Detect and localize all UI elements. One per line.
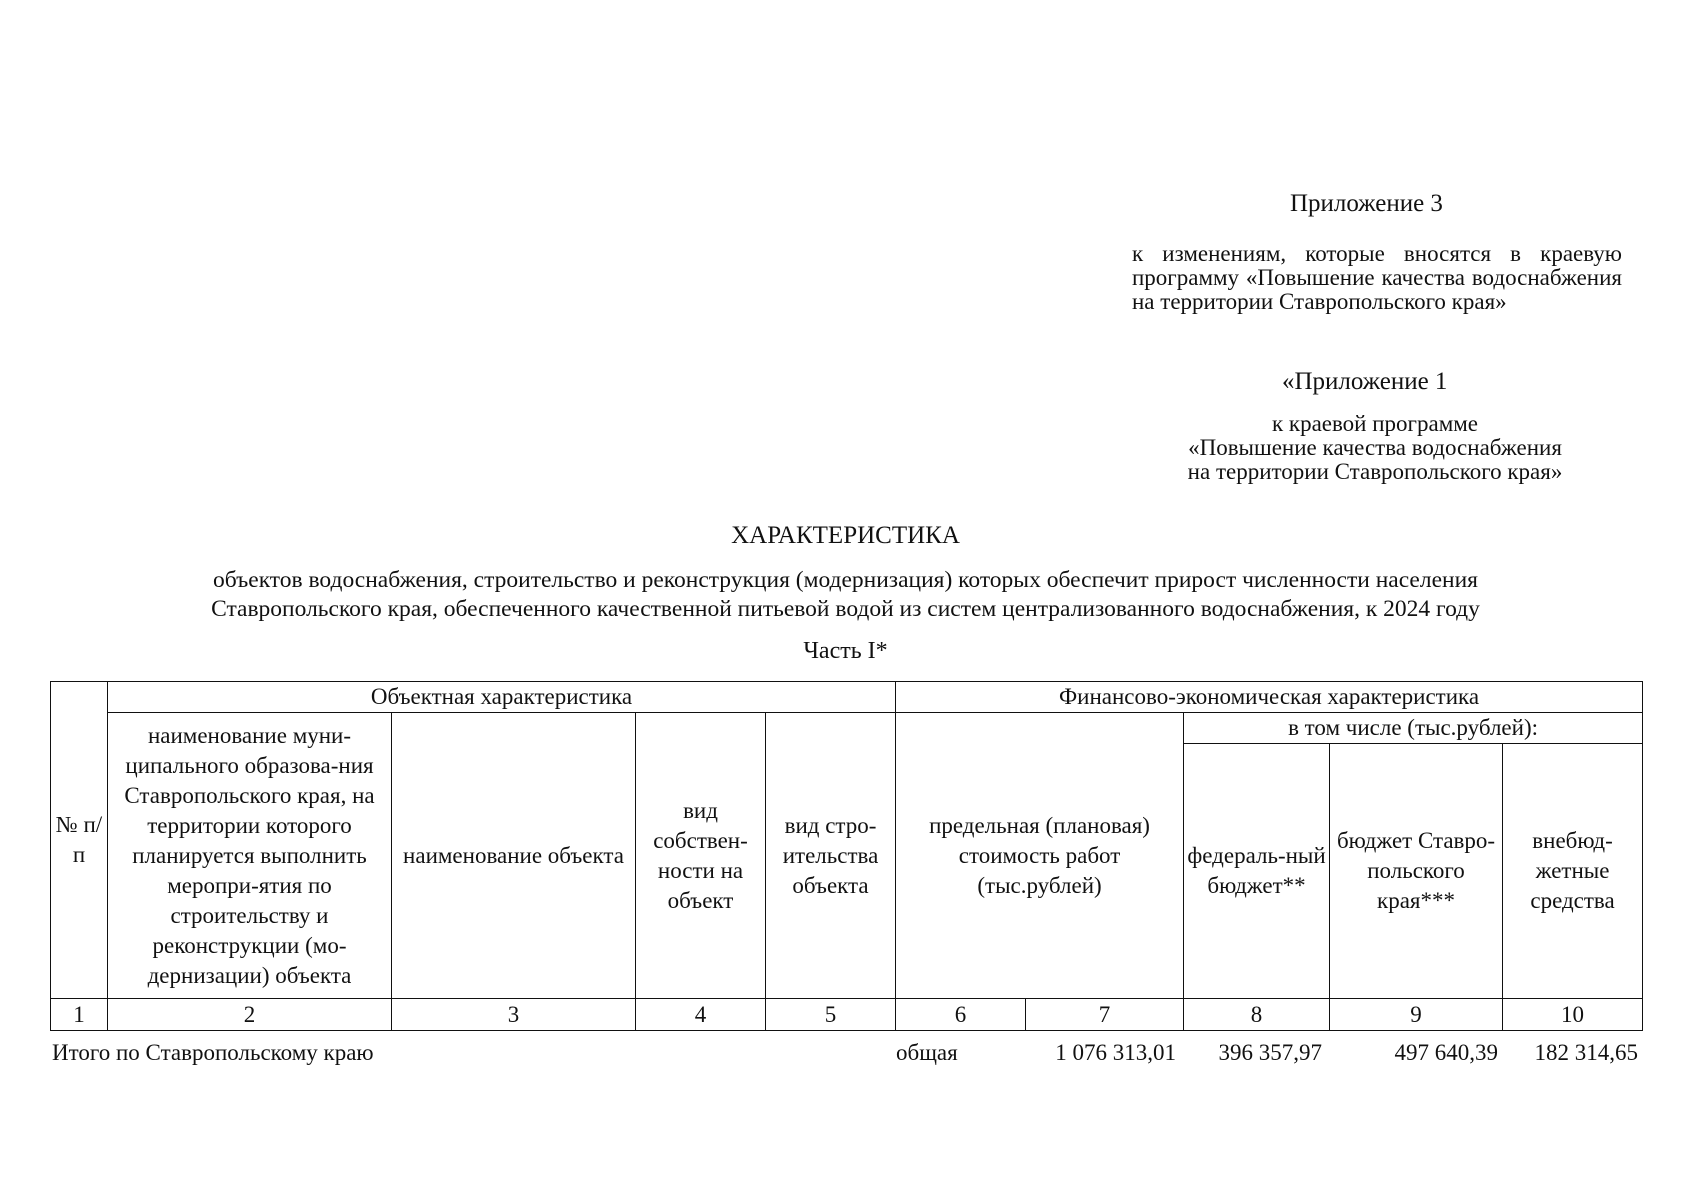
header-group-object: Объектная характеристика bbox=[108, 682, 896, 713]
total-label: Итого по Ставропольскому краю bbox=[52, 1040, 374, 1065]
subtitle-line1: объектов водоснабжения, строительство и реконструкция (модернизация) которых обеспечит прирост численности населения bbox=[213, 567, 1478, 593]
header-federal: федераль-ный бюджет** bbox=[1184, 744, 1330, 999]
column-numbers-row bbox=[51, 999, 1643, 1031]
header-object: наименование объекта bbox=[392, 713, 636, 999]
header-municipality: наименование муни-ципального образова-ния Ставропольского края, на территории которого планируется выполнить меропри-ятия по строительству и реконструкции (мо-дернизации) объекта bbox=[108, 713, 392, 999]
col-number: 10 bbox=[1503, 999, 1643, 1031]
col-number: 6 bbox=[896, 999, 1026, 1031]
header-ownership: вид собствен-ности на объект bbox=[636, 713, 766, 999]
subtitle-line2: Ставропольского края, обеспеченного качественной питьевой водой из систем централизованного водоснабжения, к 2024 году bbox=[211, 596, 1480, 622]
header-extra: внебюд-жетные средства bbox=[1503, 744, 1643, 999]
header-construction: вид стро-ительства объекта bbox=[766, 713, 896, 999]
appendix1-line3: на территории Ставропольского края» bbox=[1187, 459, 1563, 484]
header-regional: бюджет Ставро-польского края*** bbox=[1330, 744, 1503, 999]
appendix3-text: к изменениям, которые вносятся в краевую программу «Повышение качества водоснабжения на территории Ставропольского края» bbox=[1132, 241, 1622, 314]
header-cost: предельная (плановая) стоимость работ (тыс.рублей) bbox=[896, 713, 1184, 999]
col-number: 5 bbox=[766, 999, 896, 1031]
col-number: 7 bbox=[1026, 999, 1184, 1031]
total-federal: 396 357,97 bbox=[1218, 1040, 1322, 1065]
characteristics-table bbox=[50, 681, 1643, 1031]
header-including: в том числе (тыс.рублей): bbox=[1184, 713, 1643, 744]
header-num: № п/п bbox=[51, 682, 108, 999]
header-group-finance: Финансово-экономическая характеристика bbox=[896, 682, 1643, 713]
appendix1-title: «Приложение 1 bbox=[1282, 368, 1448, 395]
document-title: ХАРАКТЕРИСТИКА bbox=[731, 522, 960, 549]
col-number: 2 bbox=[108, 999, 392, 1031]
appendix1-text bbox=[1130, 412, 1620, 484]
col-number: 4 bbox=[636, 999, 766, 1031]
col-number: 1 bbox=[51, 999, 108, 1031]
appendix1-line2: «Повышение качества водоснабжения bbox=[1188, 435, 1562, 460]
total-extra: 182 314,65 bbox=[1534, 1040, 1638, 1065]
part-label: Часть I* bbox=[803, 638, 888, 664]
total-type: общая bbox=[896, 1040, 958, 1065]
total-cost: 1 076 313,01 bbox=[1055, 1040, 1176, 1065]
col-number: 9 bbox=[1330, 999, 1503, 1031]
appendix3-title: Приложение 3 bbox=[1290, 190, 1443, 217]
document-subtitle bbox=[60, 566, 1631, 624]
total-regional: 497 640,39 bbox=[1394, 1040, 1498, 1065]
appendix1-line1: к краевой программе bbox=[1271, 411, 1479, 436]
col-number: 8 bbox=[1184, 999, 1330, 1031]
col-number: 3 bbox=[392, 999, 636, 1031]
